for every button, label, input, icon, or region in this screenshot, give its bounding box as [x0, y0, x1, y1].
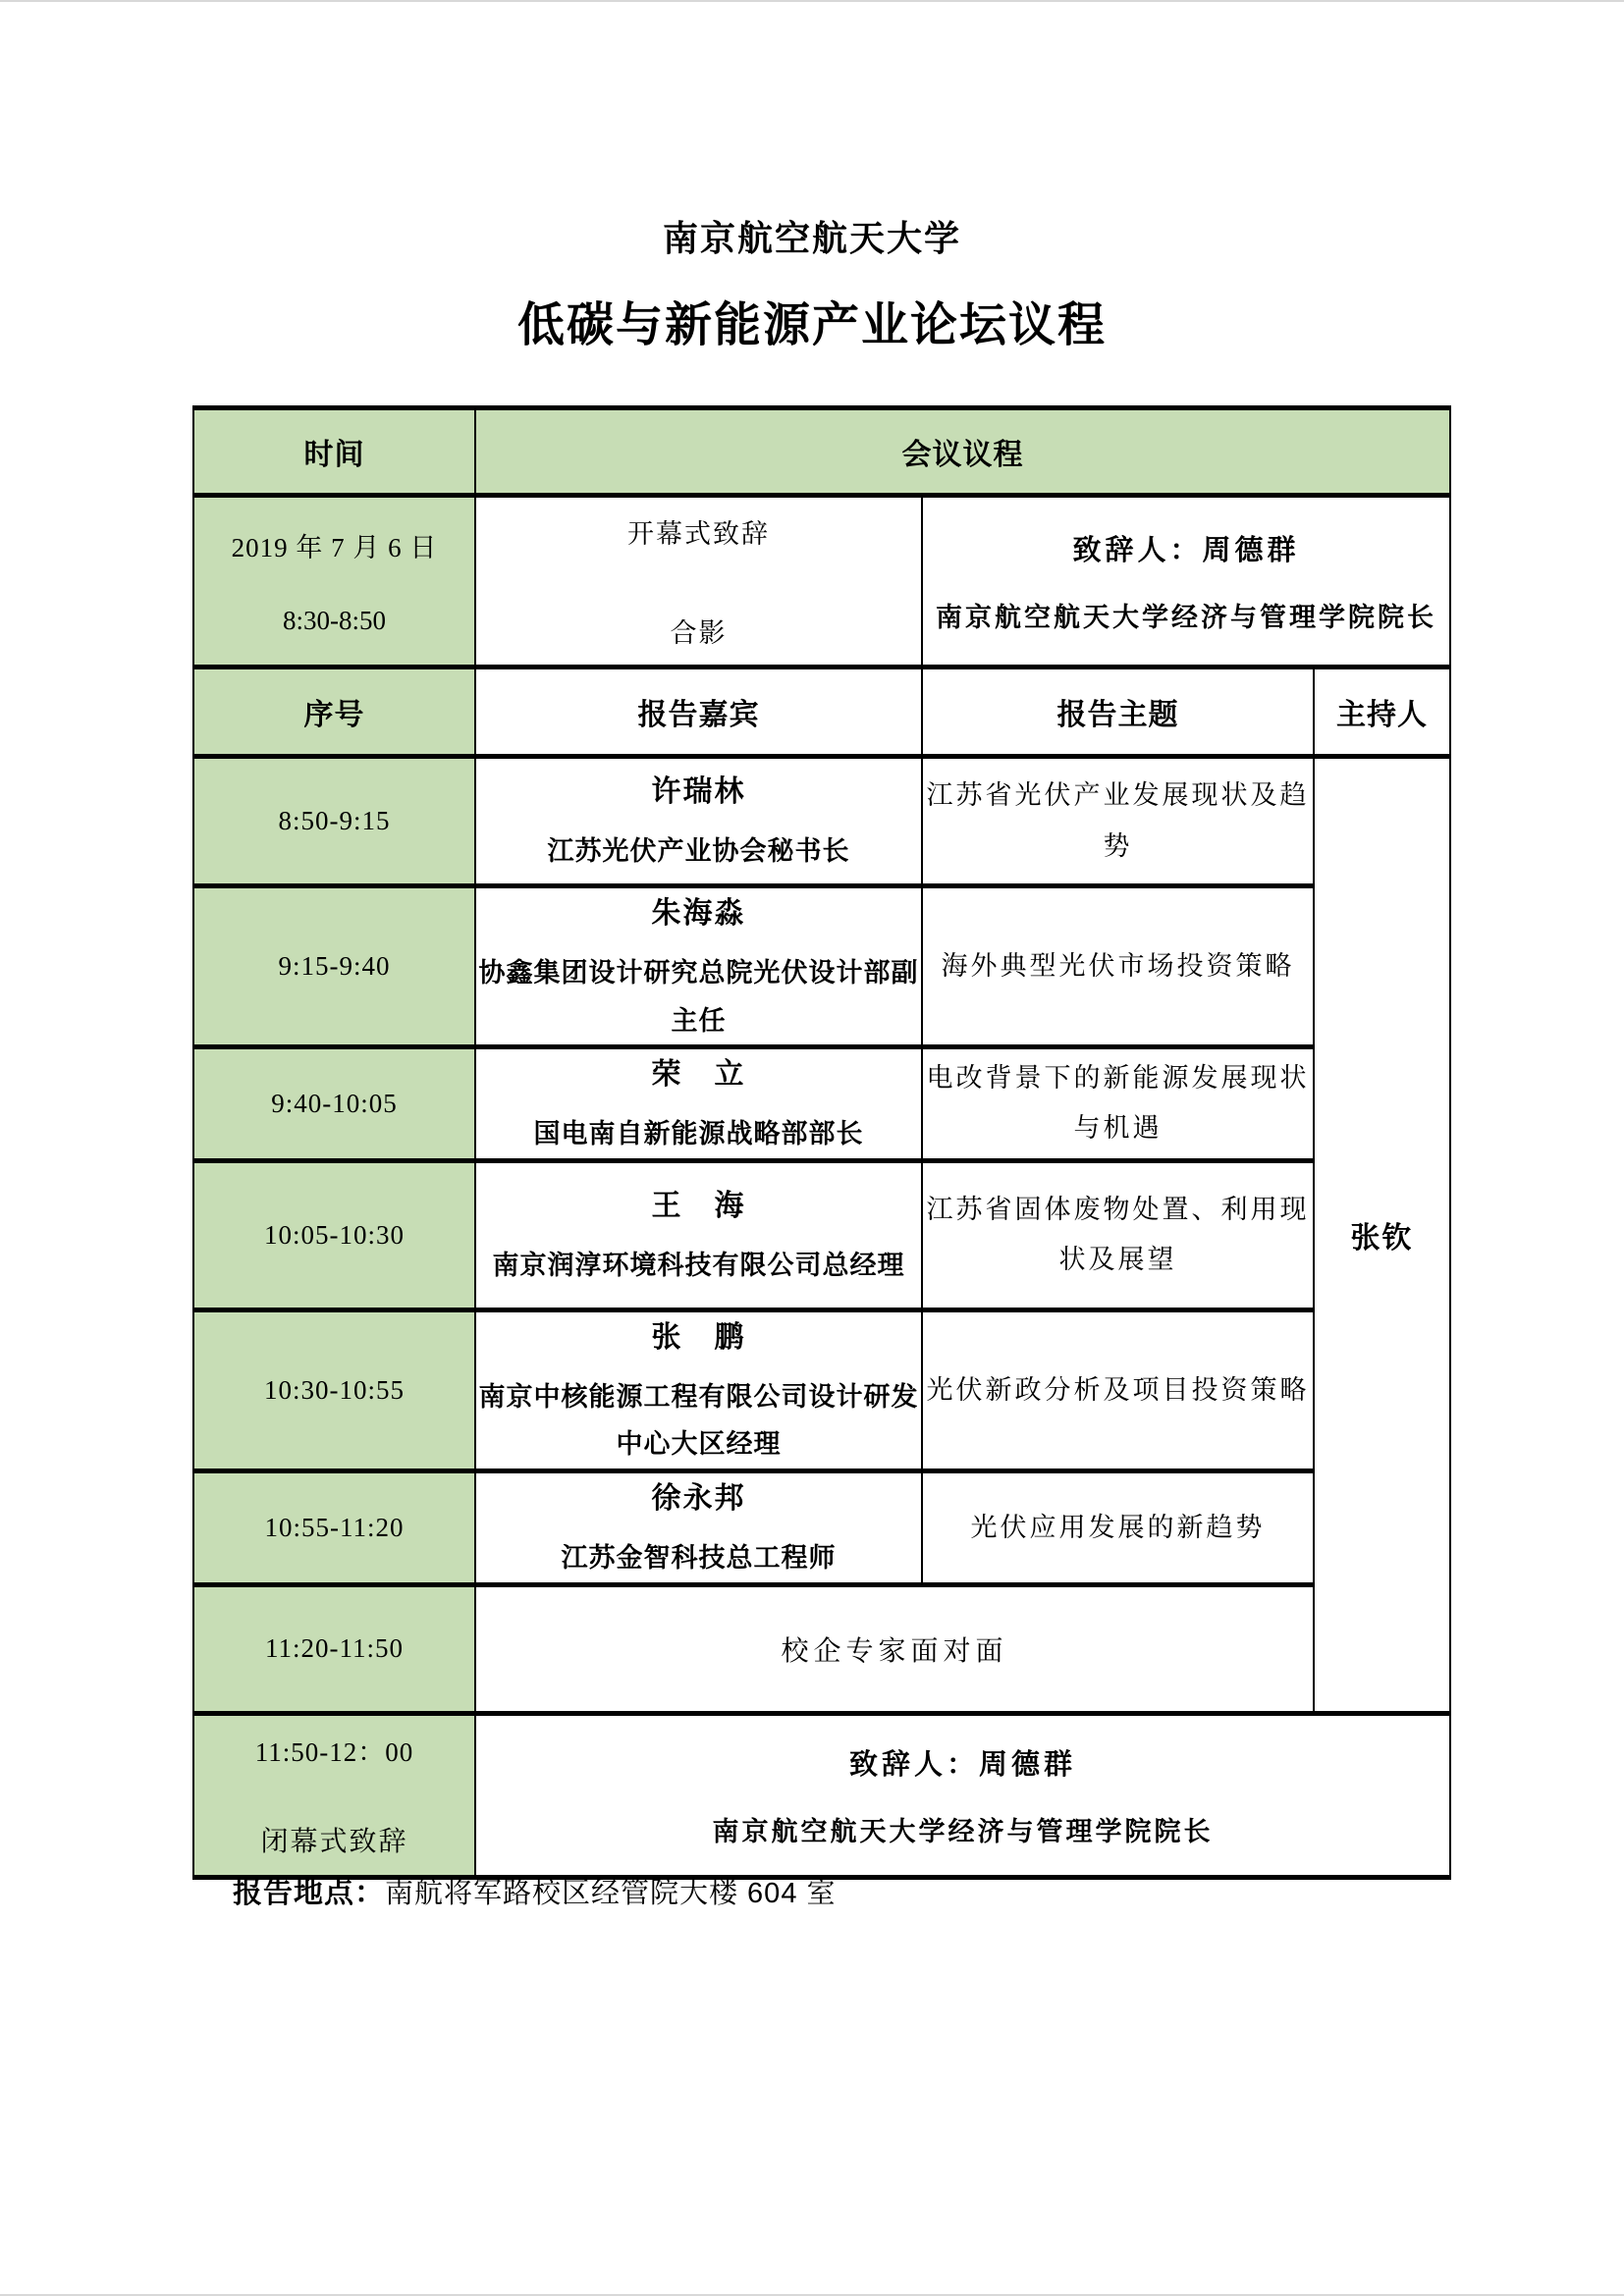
- opening-speaker-cell: [922, 496, 1450, 667]
- header-time-cell: 时间: [193, 408, 475, 496]
- session-time: 9:40-10:05: [193, 1047, 475, 1161]
- session-time: 10:30-10:55: [193, 1309, 475, 1470]
- panel-label: 校企专家面对面: [475, 1584, 1314, 1713]
- header-no-cell: 序号: [193, 667, 475, 757]
- guest-affiliation: 南京润淳环境科技有限公司总经理: [492, 1250, 905, 1280]
- header-agenda-cell: 会议议程: [475, 408, 1450, 496]
- session-guest: [475, 886, 922, 1047]
- host-cell: 张钦: [1314, 757, 1450, 1714]
- session-guest: [475, 1160, 922, 1309]
- opening-items-cell: [475, 496, 922, 667]
- panel-row: [193, 1584, 1450, 1713]
- session-topic: [922, 1470, 1314, 1584]
- opening-item-1: 开幕式致辞: [627, 519, 770, 549]
- session-time: 8:50-9:15: [193, 757, 475, 886]
- opening-time-cell: [193, 496, 475, 667]
- session-guest: [475, 1309, 922, 1470]
- session-topic: [922, 886, 1314, 1047]
- topic-text: 光伏应用发展的新趋势: [970, 1512, 1266, 1542]
- guest-affiliation: 国电南自新能源战略部部长: [533, 1119, 864, 1149]
- session-row: [193, 1309, 1450, 1470]
- document-subtitle: 低碳与新能源产业论坛议程: [516, 299, 1107, 351]
- closing-label: 闭幕式致辞: [260, 1827, 408, 1858]
- session-row: [193, 1160, 1450, 1309]
- opening-row: [193, 496, 1450, 667]
- opening-date: 2019 年 7 月 6 日: [231, 533, 438, 562]
- session-row: [193, 1470, 1450, 1584]
- guest-name: 荣 立: [651, 1058, 746, 1092]
- guest-name: 许瑞林: [651, 775, 746, 809]
- opening-time: 8:30-8:50: [283, 606, 386, 635]
- topic-text: 电改背景下的新能源发展现状与机遇: [926, 1063, 1310, 1144]
- header-row-1: [193, 408, 1450, 496]
- header-host-cell: 主持人: [1314, 667, 1450, 757]
- header-row-2: [193, 667, 1450, 757]
- panel-time: 11:20-11:50: [193, 1584, 475, 1713]
- closing-speaker-title: 南京航空航天大学经济与管理学院院长: [712, 1816, 1214, 1846]
- session-guest: [475, 1470, 922, 1584]
- session-topic: [922, 1047, 1314, 1161]
- closing-time: 11:50-12：00: [254, 1737, 414, 1768]
- session-row: [193, 1047, 1450, 1161]
- session-row: [193, 886, 1450, 1047]
- agenda-table: [192, 405, 1451, 1880]
- guest-name: 徐永邦: [651, 1481, 746, 1515]
- guest-name: 王 海: [651, 1189, 746, 1222]
- session-time: 9:15-9:40: [193, 886, 475, 1047]
- topic-text: 光伏新政分析及项目投资策略: [926, 1374, 1310, 1405]
- session-topic: [922, 1309, 1314, 1470]
- topic-text: 江苏省光伏产业发展现状及趋势: [926, 780, 1310, 861]
- closing-row: [193, 1713, 1450, 1877]
- header-topic-cell: 报告主题: [922, 667, 1314, 757]
- opening-item-2: 合影: [670, 618, 728, 648]
- closing-speaker: 致辞人：周德群: [848, 1748, 1076, 1781]
- session-topic: [922, 757, 1314, 886]
- session-guest: [475, 757, 922, 886]
- document-title: 南京航空航天大学: [662, 218, 961, 258]
- opening-speaker: 致辞人：周德群: [1072, 535, 1300, 566]
- session-time: 10:05-10:30: [193, 1160, 475, 1309]
- closing-time-cell: [193, 1713, 475, 1877]
- guest-affiliation: 江苏光伏产业协会秘书长: [547, 836, 850, 867]
- topic-text: 海外典型光伏市场投资策略: [941, 950, 1295, 981]
- session-topic: [922, 1160, 1314, 1309]
- guest-affiliation: 南京中核能源工程有限公司设计研发中心大区经理: [478, 1381, 919, 1460]
- report-location: [233, 1868, 837, 1911]
- topic-text: 江苏省固体废物处置、利用现状及展望: [926, 1194, 1310, 1275]
- session-row: [193, 757, 1450, 886]
- report-location-value: 南航将军路校区经管院大楼 604 室: [385, 1878, 837, 1909]
- guest-affiliation: 协鑫集团设计研究总院光伏设计部副主任: [478, 958, 919, 1036]
- guest-name: 张 鹏: [651, 1320, 746, 1354]
- report-location-label: 报告地点：: [233, 1877, 385, 1909]
- closing-speaker-cell: [475, 1713, 1450, 1877]
- guest-name: 朱海淼: [651, 897, 746, 930]
- page-top-edge: [0, 0, 1624, 2]
- header-guest-cell: 报告嘉宾: [475, 667, 922, 757]
- session-guest: [475, 1047, 922, 1161]
- guest-affiliation: 江苏金智科技总工程师: [561, 1542, 837, 1573]
- opening-speaker-title: 南京航空航天大学经济与管理学院院长: [936, 603, 1436, 632]
- session-time: 10:55-11:20: [193, 1470, 475, 1584]
